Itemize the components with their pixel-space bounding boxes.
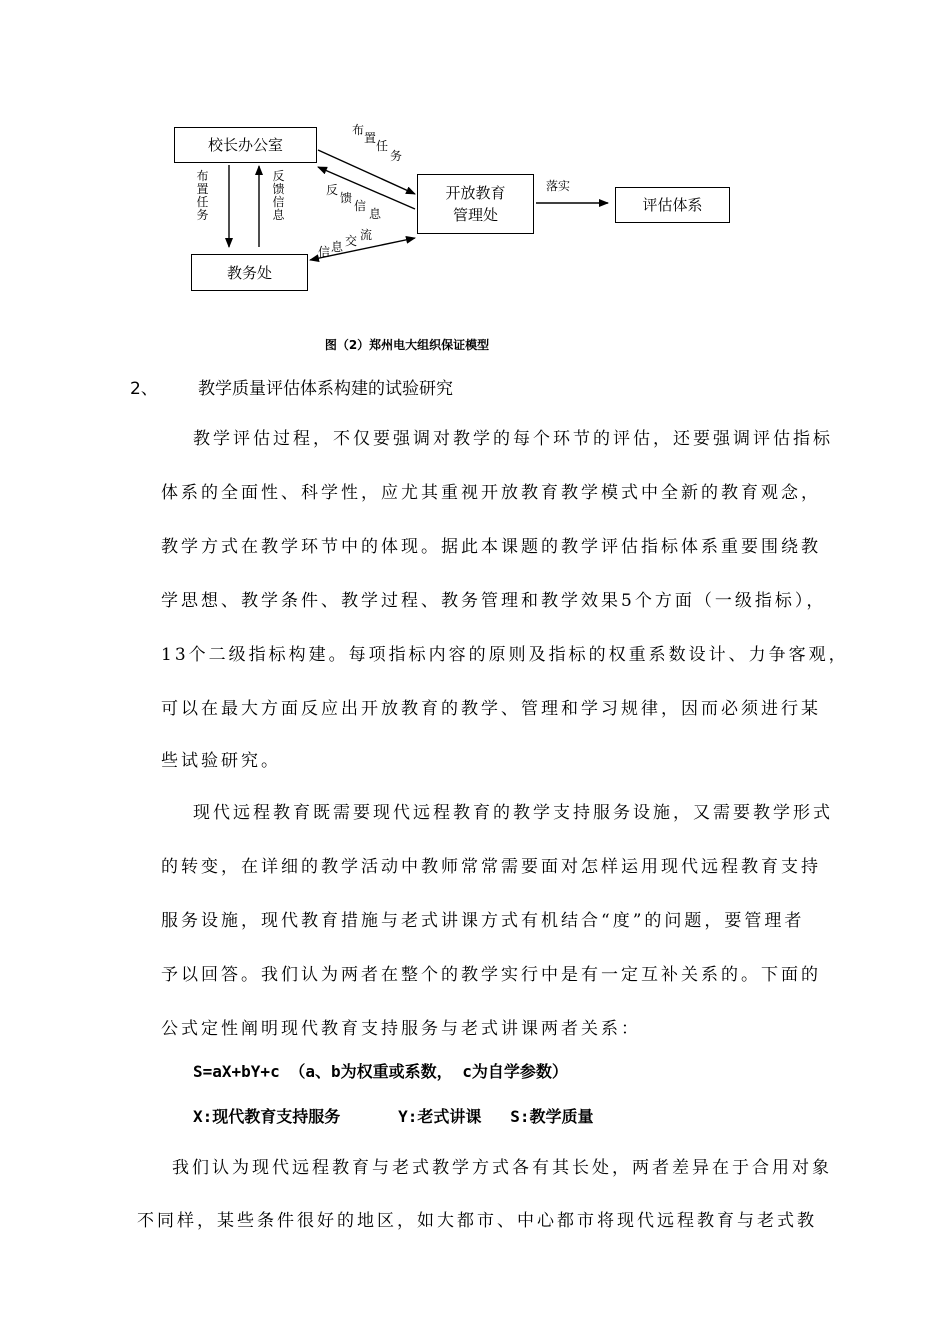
body-line: 的转变，在详细的教学活动中教师常常需要面对怎样运用现代远程教育支持	[161, 857, 821, 877]
assign-task-char-1: 布	[352, 123, 365, 137]
feedback-mid-char-4: 息	[369, 207, 382, 221]
body-line: 公式定性阐明现代教育支持服务与老式讲课两者关系：	[161, 1019, 641, 1039]
body-line: 教学方式在教学环节中的体现。据此本课题的教学评估指标体系重要围绕教	[161, 537, 821, 557]
academic-affairs-label: 教务处	[226, 263, 272, 282]
evaluation-system-box	[615, 187, 730, 223]
organization-diagram	[150, 110, 770, 310]
section-title: 教学质量评估体系构建的试验研究	[198, 379, 453, 399]
info-exchange-char-2: 息	[331, 240, 344, 254]
body-line: 我们认为现代远程教育与老式教学方式各有其长处，两者差异在于合用对象	[172, 1158, 832, 1178]
info-exchange-char-4: 流	[360, 228, 373, 242]
open-education-box	[417, 174, 534, 234]
feedback-mid-char-2: 馈	[340, 191, 353, 205]
evaluation-system-label: 评估体系	[642, 196, 703, 214]
formula-line-1: S=aX+bY+c （a、b为权重或系数， c为自学参数）	[193, 1062, 568, 1081]
body-line: 可以在最大方面反应出开放教育的教学、管理和学习规律，因而必须进行某	[161, 699, 821, 719]
feedback-mid-char-1: 反	[326, 183, 339, 197]
assign-task-left-label: 布 置 任 务	[196, 169, 209, 222]
body-line: 不同样，某些条件很好的地区，如大都市、中心都市将现代远程教育与老式教	[137, 1211, 817, 1231]
formula-line-2: X:现代教育支持服务 Y:老式讲课 S:教学质量	[193, 1107, 594, 1126]
feedback-left-label: 反 馈 信 息	[272, 169, 285, 222]
info-exchange-char-1: 信	[318, 245, 331, 259]
implement-label: 落实	[546, 179, 571, 193]
section-number: 2、	[130, 379, 158, 399]
body-line: 学思想、教学条件、教学过程、教务管理和教学效果5个方面（一级指标），	[161, 591, 827, 611]
principal-office-label: 校长办公室	[207, 136, 283, 154]
principal-office-box	[174, 127, 317, 163]
body-line: 予以回答。我们认为两者在整个的教学实行中是有一定互补关系的。下面的	[161, 965, 821, 985]
feedback-mid-char-3: 信	[354, 199, 367, 213]
body-line: 13个二级指标构建。每项指标内容的原则及指标的权重系数设计、力争客观，	[161, 645, 849, 665]
info-exchange-char-3: 交	[345, 234, 358, 248]
open-education-label: 开放教育 管理处	[445, 184, 506, 224]
body-line: 现代远程教育既需要现代远程教育的教学支持服务设施，又需要教学形式	[193, 803, 833, 823]
body-line: 些试验研究。	[161, 751, 281, 771]
academic-affairs-box	[191, 254, 308, 291]
assign-task-char-3: 任	[376, 139, 389, 153]
body-line: 服务设施，现代教育措施与老式讲课方式有机结合“度”的问题，要管理者	[161, 911, 805, 931]
figure-caption: 图（2）郑州电大组织保证模型	[324, 338, 490, 352]
body-line: 体系的全面性、科学性，应尤其重视开放教育教学模式中全新的教育观念，	[161, 483, 821, 503]
body-line: 教学评估过程，不仅要强调对教学的每个环节的评估，还要强调评估指标	[193, 429, 833, 449]
assign-task-char-2: 置	[364, 131, 377, 145]
section-heading	[130, 374, 453, 399]
assign-task-char-4: 务	[390, 149, 403, 163]
